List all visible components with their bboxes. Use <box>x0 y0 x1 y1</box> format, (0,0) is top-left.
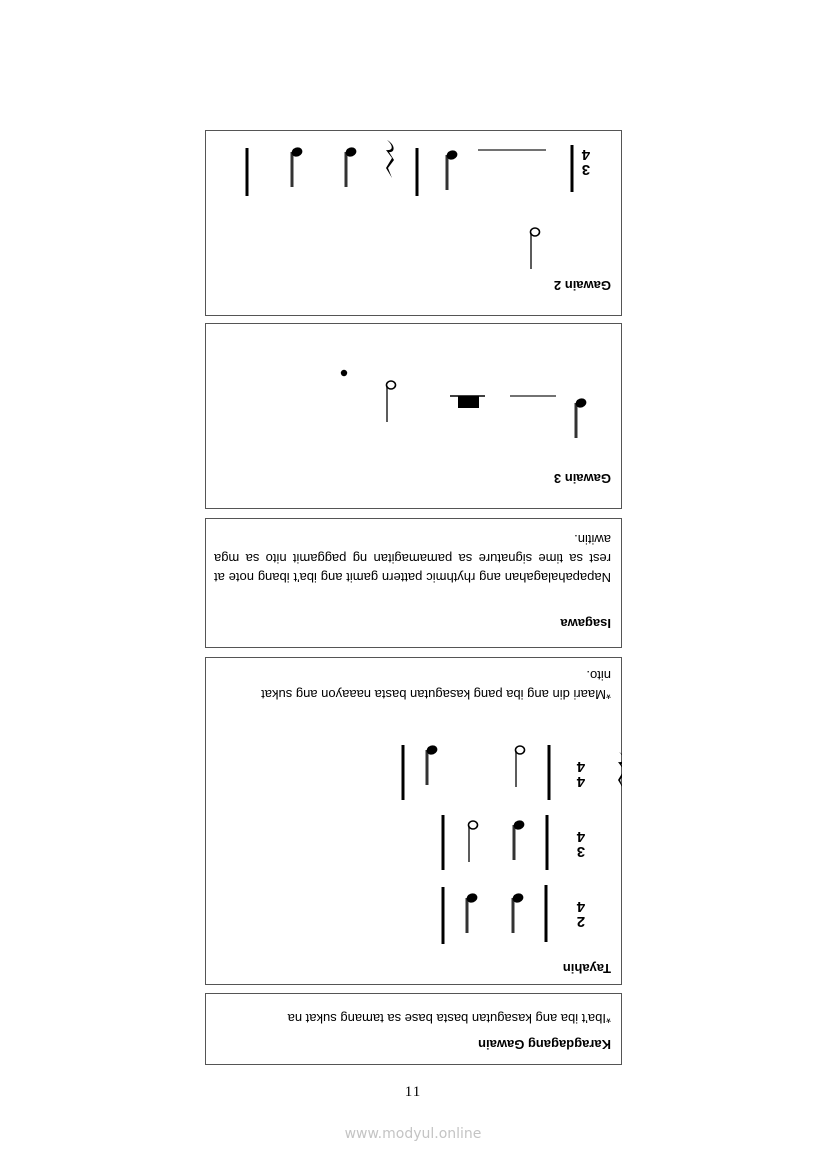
isagawa-title: Isagawa <box>560 616 611 631</box>
time-signature-3-4 <box>578 147 594 177</box>
gawain-3-box <box>205 323 622 509</box>
time-signature-bottom: 4 <box>576 758 586 775</box>
tayahin-box <box>205 657 622 985</box>
karagdagang-gawain-title: Karagdagang Gawain <box>478 1037 611 1052</box>
page-number: 11 <box>404 1084 422 1100</box>
time-signature-bottom: 4 <box>576 828 586 845</box>
time-signature-top: 4 <box>576 773 586 790</box>
karagdagang-gawain-text: *Iba't iba ang kasagutan basta base sa tamang sukat na <box>287 1011 611 1026</box>
gawain-2-title: Gawain 2 <box>553 278 611 293</box>
isagawa-text: Napapahalagahan ang rhythmic pattern gamit ang iba't ibang note at rest sa time signature sa pamamagitan ng paggamit nito sa mga awitin. <box>214 532 611 585</box>
time-signature-top: 2 <box>576 913 586 930</box>
time-signature-4-4 <box>573 759 589 789</box>
time-signature-bottom: 4 <box>576 898 586 915</box>
gawain-3-title: Gawain 3 <box>553 471 611 486</box>
karagdagang-gawain-box <box>205 993 622 1065</box>
time-signature-top: 3 <box>576 843 586 860</box>
rotated-page-content <box>203 130 622 1065</box>
time-signature-bottom: 4 <box>581 146 591 163</box>
watermark: www.modyul.online <box>344 1126 482 1142</box>
time-signature-2-4 <box>573 899 589 929</box>
time-signature-top: 3 <box>581 161 591 178</box>
gawain-2-box <box>205 130 622 316</box>
tayahin-title: Tayahin <box>562 961 611 976</box>
tayahin-note: *Maari din ang iba pang kasagutan basta naaayon ang sukat nito. <box>261 668 611 702</box>
isagawa-box <box>205 518 622 648</box>
time-signature-3-4 <box>573 829 589 859</box>
